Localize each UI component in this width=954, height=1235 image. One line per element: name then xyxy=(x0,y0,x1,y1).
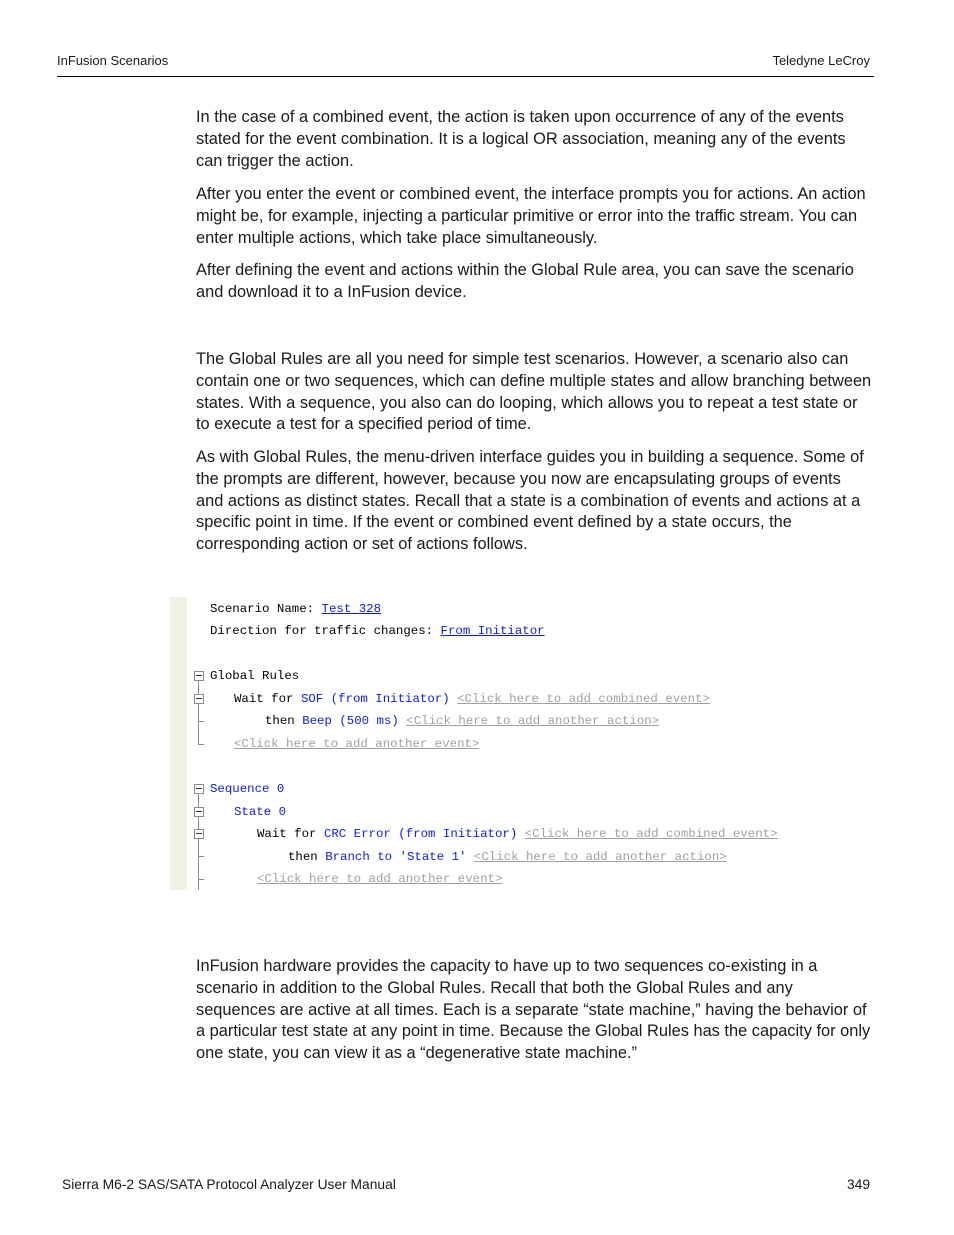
add-event-link[interactable]: <Click here to add another event> xyxy=(234,737,480,751)
add-combined-event-link[interactable]: <Click here to add combined event> xyxy=(524,827,778,841)
paragraph-sequences: The Global Rules are all you need for simple test scenarios. However, a scenario also can contain one or two sequences, which can define multiple states and allow branching between states. With a sequence, you also can do looping, which allows you to repeat a test state or to execute a test for a specified period of time. xyxy=(196,350,872,434)
footer-manual-title: Sierra M6-2 SAS/SATA Protocol Analyzer User Manual xyxy=(62,1177,396,1192)
paragraph-actions: After you enter the event or combined event, the interface prompts you for actions. An action might be, for example, injecting a particular primitive or error into the traffic stream. You can enter multiple actions, which take place simultaneously. xyxy=(196,185,866,247)
state-label[interactable]: State 0 xyxy=(234,805,287,819)
paragraph-building-sequence: As with Global Rules, the menu-driven interface guides you in building a sequence. Some of the prompts are different, however, because you now are encapsulating groups of events and actions as distinct states. Recall that a state is a combination of events and actions at a specific point in time. If the event or combined event defined by a state occurs, the corresponding action or set of actions follows. xyxy=(196,448,864,554)
state-add-event-line xyxy=(257,871,502,887)
tree-tick xyxy=(198,721,204,722)
wait-for-label: Wait for xyxy=(234,692,294,706)
state-event-link[interactable]: CRC Error (from Initiator) xyxy=(323,827,518,841)
editor-gutter xyxy=(170,597,187,890)
tree-tick xyxy=(198,856,204,857)
direction-link[interactable]: From Initiator xyxy=(440,624,545,638)
sequence-label[interactable]: Sequence 0 xyxy=(210,782,285,796)
collapse-state-wait-icon[interactable] xyxy=(194,829,204,839)
paragraph-state-machines: InFusion hardware provides the capacity to have up to two sequences co-existing in a scenario in addition to the Global Rules. Recall that both the Global Rules and any sequences are active at all times. Each is a separate “state machine,” having the behavior of a particular test state at any point in time. Because the Global Rules has the capacity for only one state, you can view it as a “degenerative state machine.” xyxy=(196,957,871,1063)
global-then-line xyxy=(265,713,659,729)
then-label: then xyxy=(288,850,318,864)
state-action-link[interactable]: Branch to 'State 1' xyxy=(325,850,467,864)
collapse-global-rules-icon[interactable] xyxy=(194,671,204,681)
state-wait-line xyxy=(257,826,778,842)
scenario-name-link[interactable]: Test 328 xyxy=(321,602,382,616)
then-label: then xyxy=(265,714,295,728)
global-rules-label: Global Rules xyxy=(210,669,300,683)
state-then-line xyxy=(288,849,727,865)
header-section-title: InFusion Scenarios xyxy=(57,53,169,68)
tree-tick xyxy=(198,744,204,745)
collapse-wait-icon[interactable] xyxy=(194,694,204,704)
page-header xyxy=(57,52,874,77)
global-action-link[interactable]: Beep (500 ms) xyxy=(302,714,399,728)
page-number: 349 xyxy=(846,1177,870,1192)
paragraph-combined-event: In the case of a combined event, the action is taken upon occurrence of any of the events stated for the event combination. It is a logical OR association, meaning any of the events can trigger the action. xyxy=(196,108,846,170)
direction-label: Direction for traffic changes: xyxy=(210,624,434,638)
add-action-link[interactable]: <Click here to add another action> xyxy=(406,714,660,728)
global-event-link[interactable]: SOF (from Initiator) xyxy=(300,692,450,706)
scenario-name-label: Scenario Name: xyxy=(210,602,315,616)
paragraph-save-scenario: After defining the event and actions within the Global Rule area, you can save the scenario and download it to a InFusion device. xyxy=(196,261,854,301)
add-action-link[interactable]: <Click here to add another action> xyxy=(473,850,727,864)
scenario-name-line xyxy=(210,601,381,617)
tree-tick xyxy=(198,879,204,880)
add-event-link[interactable]: <Click here to add another event> xyxy=(257,872,503,886)
scenario-editor-screenshot xyxy=(170,597,820,890)
wait-for-label: Wait for xyxy=(257,827,317,841)
collapse-state-icon[interactable] xyxy=(194,807,204,817)
add-combined-event-link[interactable]: <Click here to add combined event> xyxy=(457,692,710,706)
header-company: Teledyne LeCroy xyxy=(772,53,870,68)
tree-line xyxy=(198,681,199,744)
global-wait-line xyxy=(234,691,710,707)
global-add-event-line xyxy=(234,736,479,752)
direction-line xyxy=(210,623,545,639)
collapse-sequence-icon[interactable] xyxy=(194,784,204,794)
